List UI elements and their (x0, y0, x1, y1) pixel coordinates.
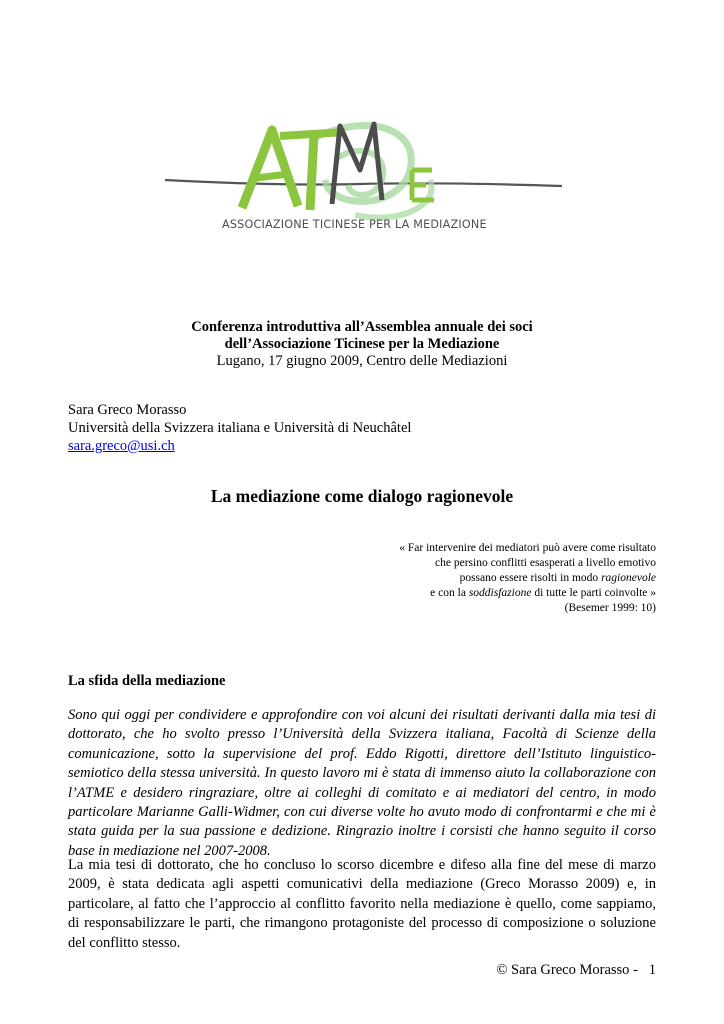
epigraph-line: « Far intervenire dei mediatori può avere come risultato (399, 542, 656, 554)
conference-organization: dell’Associazione Ticinese per la Mediazione (224, 336, 500, 352)
epigraph-text: di tutte le parti coinvolte » (531, 587, 656, 599)
conference-header (68, 319, 656, 370)
epigraph-line: che persino conflitti esasperati a livello emotivo (435, 557, 656, 569)
paragraph-thesis: La mia tesi di dottorato, che ho concluso lo scorso dicembre e difeso alla fine del mese di marzo 2009, è stata dedicata agli aspetti comunicativi della mediazione (Greco Morasso 2009) e, in particolare, al fatto che l’approccio al conflitto favorito nella mediazione è quello, come sappiamo, di responsabilizzare le parti, che rimangono protagoniste del processo di composizione o soluzione del conflitto stesso. (68, 857, 656, 951)
paragraph-intro: Sono qui oggi per condividere e approfondire con voi alcuni dei risultati derivanti dalla mia tesi di dottorato, che ho svolto presso l’Università della Svizzera italiana, Facoltà di Scienze della comunicazione, sotto la supervisione del prof. Eddo Rigotti, direttore dell’Istituto linguistico-semiotico della stessa università. In questo lavoro mi è stata di immenso aiuto la collaborazione con l’ATME e desidero ringraziare, oltre ai colleghi di comitato e ai mediatori del centro, in modo particolare Marianne Galli-Widmer, con cui diverse volte ho avuto modo di confrontarmi e che mi è stata guida per la sua passione e dedizione. Ringrazio inoltre i corsisti che hanno seguito il corso base in mediazione nel 2007-2008. (68, 707, 656, 859)
author-affiliation: Università della Svizzera italiana e Università di Neuchâtel (68, 420, 412, 436)
author-email-link[interactable]: sara.greco@usi.ch (68, 438, 175, 454)
epigraph-citation: (Besemer 1999: 10) (564, 602, 656, 614)
epigraph-emphasis: ragionevole (601, 572, 656, 584)
epigraph-line (399, 571, 656, 586)
conference-title: Conferenza introduttiva all’Assemblea annuale dei soci (191, 319, 533, 335)
document-title: La mediazione come dialogo ragionevole (210, 486, 514, 506)
epigraph (399, 541, 656, 616)
epigraph-text: e con la (430, 587, 469, 599)
atme-logo-graphic (160, 100, 570, 250)
epigraph-line (399, 586, 656, 601)
footer-copyright: © Sara Greco Morasso - (496, 962, 638, 978)
logo-subtitle: ASSOCIAZIONE TICINESE PER LA MEDIAZIONE (222, 218, 487, 231)
page-number: 1 (648, 962, 656, 978)
epigraph-emphasis: soddisfazione (468, 587, 532, 599)
page-footer (496, 962, 656, 979)
author-block (68, 401, 411, 455)
conference-place-date: Lugano, 17 giugno 2009, Centro delle Mediazioni (216, 353, 508, 369)
atme-logo (160, 100, 570, 250)
author-name: Sara Greco Morasso (68, 402, 187, 418)
section-heading: La sfida della mediazione (68, 673, 226, 689)
epigraph-text: possano essere risolti in modo (459, 572, 602, 584)
